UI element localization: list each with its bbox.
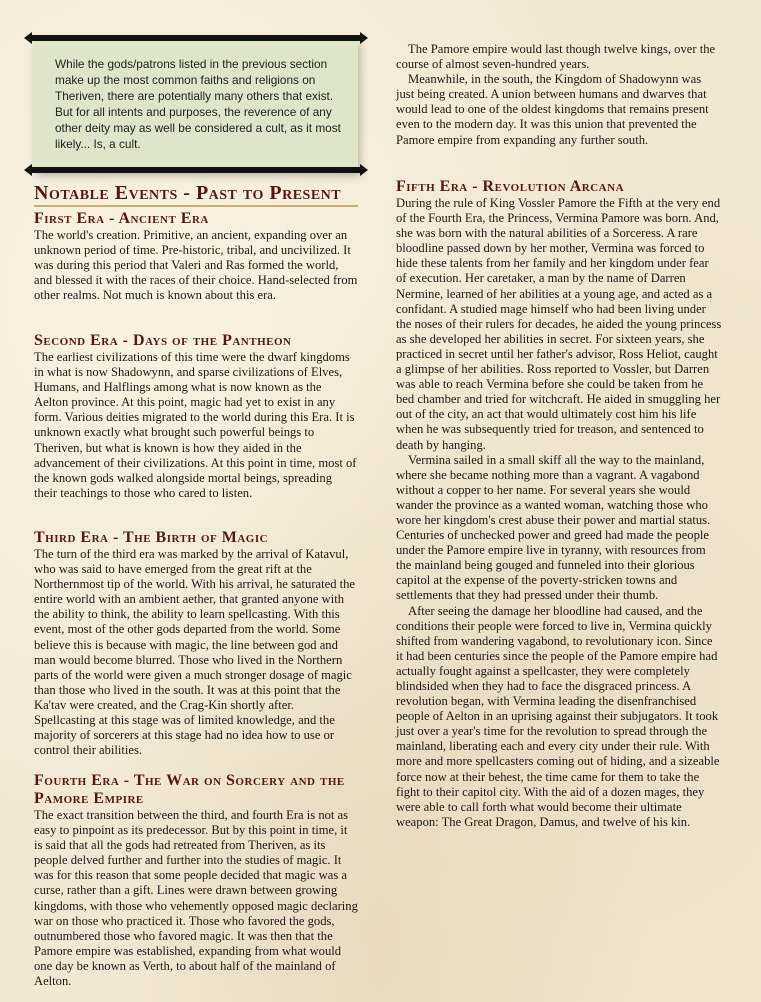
era-fourth-cont2: Meanwhile, in the south, the Kingdom of Shadowynn was just being created. A union between humans and dwarves that would lead to one of the oldest kingdoms that remains present even to the modern day. It was this union that prevented the Pamore empire from expanding any further south. (396, 72, 709, 147)
era-fourth (34, 772, 358, 989)
era-fifth-p2: Vermina sailed in a small skiff all the way to the mainland, where she became nothing more than a vagrant. A vagabond without a copper to her name. For several years she would wander the province as a wanted woman, watching those who wore her kingdom's crest abuse their power and martial status. Centuries of unchecked power and greed had made the people under the Pamore empire live in tyranny, with resources from the mainland being gouged and funneled into their glorious capitol at the expense of the poverty-stricken towns and settlements that they had pressed under their thumb. (396, 452, 711, 603)
era-third-body: The turn of the third era was marked by the arrival of Katavul, who was said to have emerged from the great rift at the Northernmost tip of the world. With his arrival, he saturated the entire world with an ambient aether, that granted anyone with the ability to think, the ability to learn spellcasting. With this event, most of the other gods departed from the world. Some believe this is because with magic, the line between god and man would become blurred. Those who lived in the Northern parts of the world were given a much stronger dosage of magic than those who lived in the south. It was at this point that the Ka'tav were created, and the Crag-Kin shortly after. Spellcasting at this stage was of limited knowledge, and the majority of sorcerers at this stage had no idea how to use or control their abilities. (34, 547, 356, 758)
era-second-body: The earliest civilizations of this time were the dwarf kingdoms in what is now Shadowynn, and sparse civilizations of Elves, Humans, and Halflings among what is now known as the Aelton province. At this point, magic had yet to exist in any form. Various deities migrated to the world during this Era. It is unknown exactly what brought such powerful beings to Theriven, but what is known is how they aided in the advancement of their civilizations. At this point in time, most of the known gods walked alongside mortal beings, spreading their teachings to those who cared to listen. (34, 350, 357, 500)
era-fifth (396, 178, 722, 830)
era-fifth-p1: During the rule of King Vossler Pamore the Fifth at the very end of the Fourth Era, the Princess, Vermina Pamore was born. And, she was born with the natural abilities of a Sorceress. A rare bloodline passed down by her mother, Vermina was forced to hide these talents from her family and her kingdom under fear of execution. Her caretaker, a man by the name of Darren Nermine, learned of her abilities at a young age, and acted as a confidant. A studied mage himself who had been living under the noses of their rulers for decades, he aided the young princess as she developed her abilities in secret. For sixteen years, she practiced in secret until her father's advisor, Ross Heliot, caught a glimpse of her abilities. Ross reported to Vossler, but Darren was able to reach Vermina before she could be taken from he bed chamber and tried for witchcraft. He aided in smuggling her out of the city, an act that would ultimately cost him his life when he was subsequently tried for treason, and sentenced to death by hanging. (396, 196, 722, 452)
era-fourth-title: Fourth Era - The War on Sorcery and the Pamore Empire (34, 772, 345, 807)
era-first-title: First Era - Ancient Era (34, 210, 209, 227)
note-text: While the gods/patrons listed in the previous section make up the most common faiths and religions on Theriven, there are potentially many others that exist. But for all intents and purposes, the reverence of any other deity may as well be considered a cult, as it most likely... Is, a cult. (55, 57, 341, 151)
era-third (34, 529, 358, 758)
section-heading: Notable Events - Past to Present (34, 182, 358, 207)
era-fifth-title: Fifth Era - Revolution Arcana (396, 178, 625, 195)
era-second (34, 332, 358, 501)
era-third-title: Third Era - The Birth of Magic (34, 529, 269, 546)
era-fourth-continued (396, 42, 722, 148)
era-fifth-p3: After seeing the damage her bloodline had caused, and the conditions their people were forced to live in, Vermina quickly shifted from wandering vagabond, to revolutionary icon. Since it had been centuries since the people of the Pamore empire had actually fought against a spellcaster, they were completely blindsided when they had to face the disgraced princess. A revolution began, with Vermina leading the disenfranchised people of Aelton in an uprising against their subjugators. It took just over a year's time for the revolution to spread through the mainland, liberating each and every city under their rule. With more and more spellcasters coming out of hiding, and a sizeable force now at their behest, the time came for them to take the fight to their capitol city. With the aid of a dozen mages, they were able to call forth what would become their ultimate weapon: The Great Dragon, Damus, and twelve of his kin. (396, 603, 720, 829)
era-first (34, 210, 358, 303)
era-first-body: The world's creation. Primitive, an ancient, expanding over an unknown period of time. Pre-historic, tribal, and uncivilized. It was during this period that Valeri and Ras formed the world, and blessed it with the races of their choice. Hand-selected from other realms. Not much is known about this era. (34, 228, 358, 303)
sidebar-note (34, 38, 358, 170)
era-second-title: Second Era - Days of the Pantheon (34, 332, 292, 349)
era-fourth-body: The exact transition between the third, and fourth Era is not as easy to pinpoint as its predecessor. But by this point in time, it is said that all the gods had retreated from Theriven, as its people delved further and further into the studies of magic. It was for this reason that some people decided that magic was a curse, rather than a gift. Lines were drawn between growing kingdoms, with those who vehemently opposed magic declaring war on those who practiced it. Those who favored the gods, outnumbered those who favored magic. It was then that the Pamore empire was established, expanding from what would one day be known as Verth, to about half of the mainland of Aelton. (34, 808, 358, 989)
note-top-bar (30, 35, 362, 41)
note-bottom-bar (30, 167, 362, 173)
era-fourth-cont1: The Pamore empire would last though twelve kings, over the course of almost seven-hundred years. (396, 42, 716, 72)
